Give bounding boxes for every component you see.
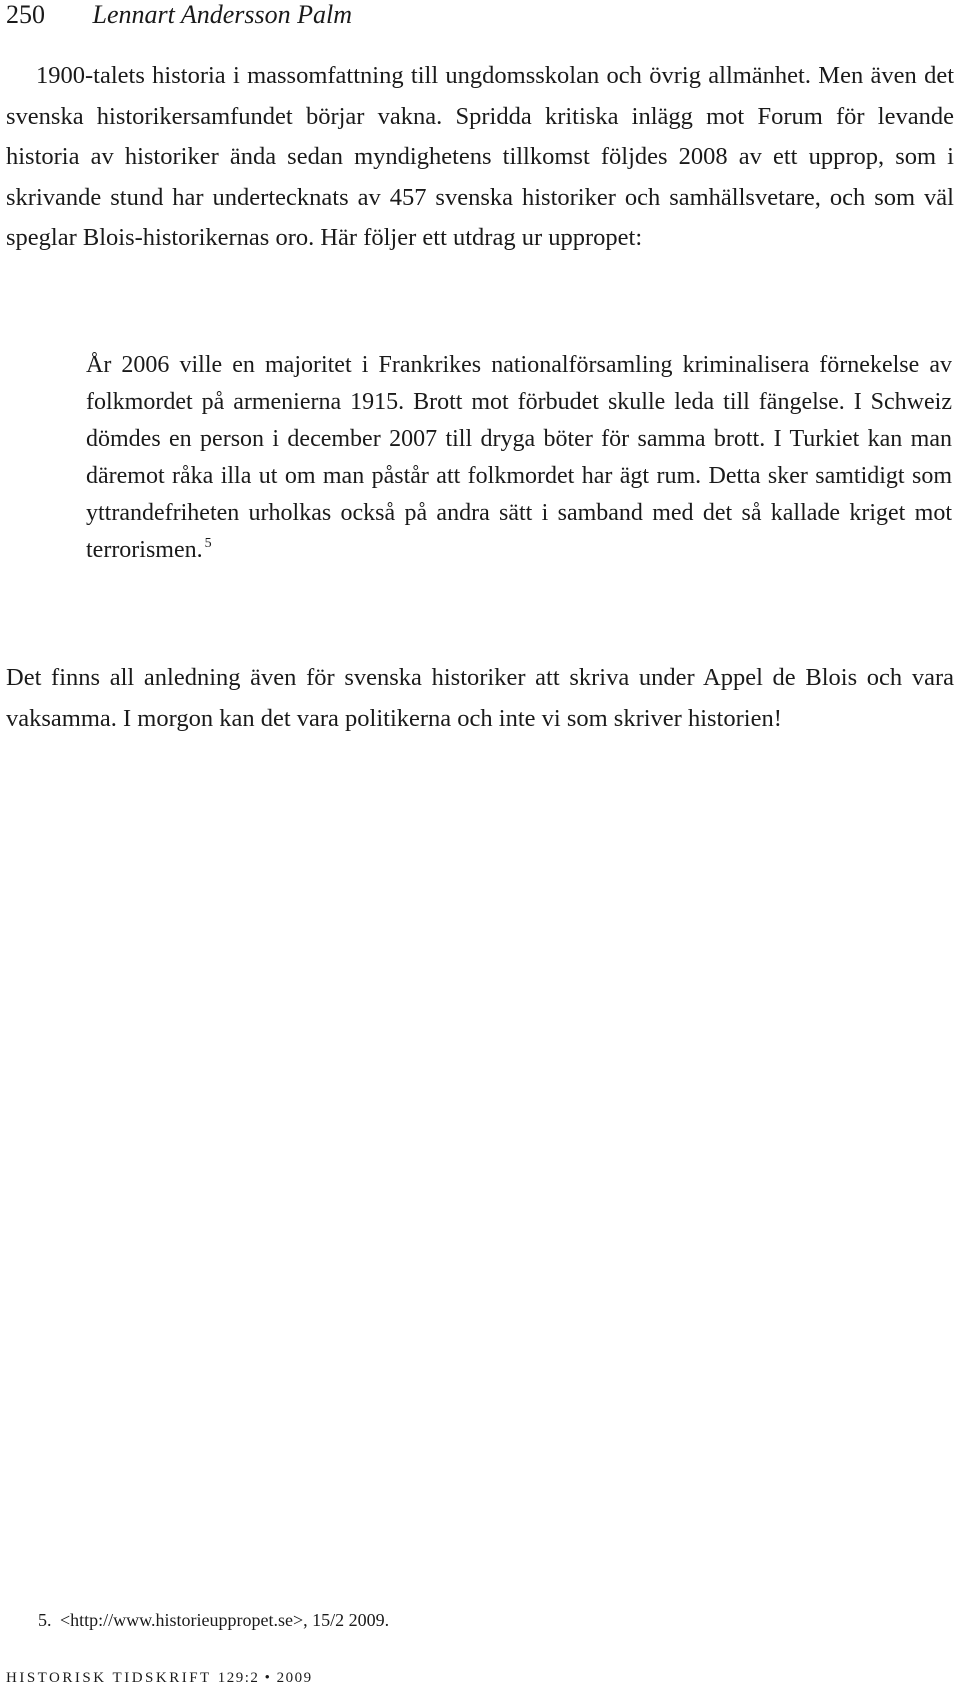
body-paragraph-1: 1900-talets historia i massomfattning till ungdomsskolan och övrig allmänhet. Men även det svenska historikersamfundet börjar vakna. Spridda kritiska inlägg mot Forum för levande historia av historiker ända sedan myndighetens tillkomst följdes 2008 av ett upprop, som i skrivande stund har undertecknats av 457 svenska historiker och samhällsvetare, och som väl speglar Blois-historikernas oro. Här följer ett utdrag ur uppropet:: [6, 62, 954, 251]
running-header: [6, 0, 352, 32]
body-paragraph-2: Det finns all anledning även för svenska historiker att skriva under Appel de Blois och vara vaksamma. I morgon kan det vara politikerna och inte vi som skriver historien!: [6, 664, 954, 732]
footer-issue: 129:2 • 2009: [217, 1670, 313, 1686]
footer-journal-title: HISTORISK TIDSKRIFT: [6, 1670, 212, 1686]
footnote-reference[interactable]: 5: [204, 536, 212, 551]
block-quote-text: År 2006 ville en majoritet i Frankrikes nationalförsamling kriminalisera förnekelse av folkmordet på armenierna 1915. Brott mot förbudet skulle leda till fängelse. I Schweiz dömdes en person i december 2007 till dryga böter för samma brott. I Turkiet kan man däremot råka illa ut om man påstår att folkmordet har ägt rum. Detta sker samtidigt som yttrandefriheten urholkas också på andra sätt i samband med det så kallade kriget mot terrorismen.: [86, 352, 952, 563]
footnote-number: 5.: [38, 1610, 52, 1630]
footnote: [38, 1608, 389, 1632]
page-footer: [6, 1670, 313, 1687]
block-quote: [86, 347, 952, 569]
footnote-text: <http://www.historieuppropet.se>, 15/2 2009.: [60, 1610, 390, 1630]
running-author: Lennart Andersson Palm: [92, 0, 353, 29]
page-number: 250: [6, 0, 45, 29]
